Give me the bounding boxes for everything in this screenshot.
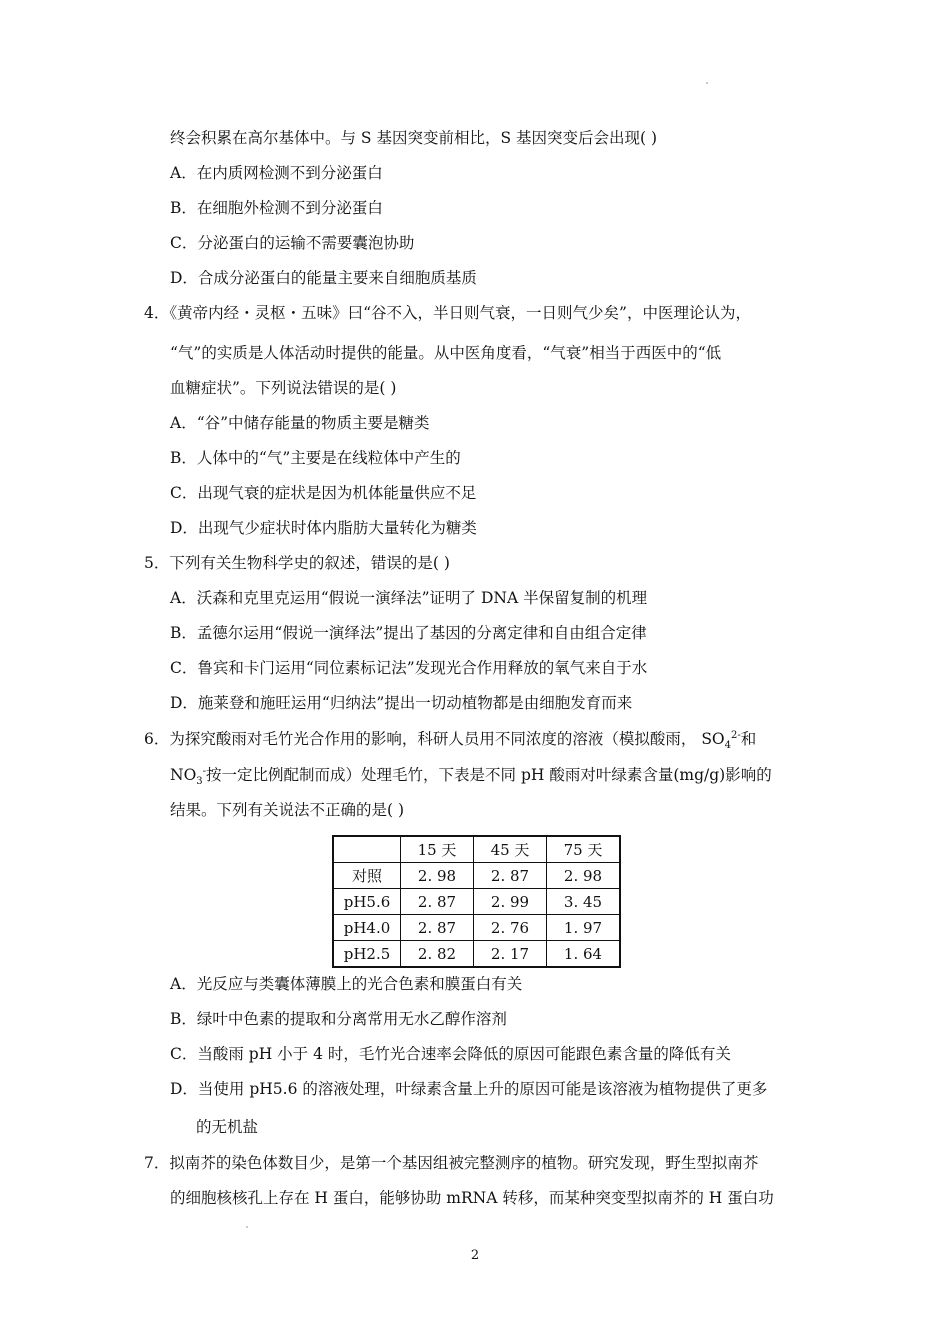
q6-option-d-continuation: 的无机盐 <box>196 1118 259 1136</box>
q5-option-b: B．孟德尔运用“假说一演绎法”提出了基因的分离定律和自由组合定律 <box>170 624 647 642</box>
table-cell: pH5.6 <box>333 889 401 915</box>
q6-option-d: D．当使用 pH5.6 的溶液处理，叶绿素含量上升的原因可能是该溶液为植物提供了更多 <box>170 1080 768 1098</box>
nitrate-formula <box>170 765 207 788</box>
q3-stem-continuation: 终会积累在高尔基体中。与 S 基因突变前相比，S 基因突变后会出现( ) <box>170 129 658 147</box>
q5-option-a: A．沃森和克里克运用“假说一演绎法”证明了 DNA 半保留复制的机理 <box>170 589 648 607</box>
page-number: 2 <box>470 1248 480 1263</box>
table-cell: 1. 64 <box>547 941 621 968</box>
sulfate-symbol: SO <box>701 730 725 748</box>
table-cell: 2. 76 <box>474 915 547 941</box>
q6-option-a: A．光反应与类囊体薄膜上的光合色素和膜蛋白有关 <box>170 975 523 993</box>
table-header-cell: 75 天 <box>547 836 621 863</box>
table-header-cell: 45 天 <box>474 836 547 863</box>
q4-option-b: B．人体中的“气”主要是在线粒体中产生的 <box>170 449 461 467</box>
q4-option-a: A．“谷”中储存能量的物质主要是糖类 <box>170 414 430 432</box>
q6-option-c: C．当酸雨 pH 小于 4 时，毛竹光合速率会降低的原因可能跟色素含量的降低有关 <box>170 1045 731 1063</box>
q5-option-c: C．鲁宾和卡门运用“同位素标记法”发现光合作用释放的氧气来自于水 <box>170 659 648 677</box>
q3-option-d: D．合成分泌蛋白的能量主要来自细胞质基质 <box>170 269 477 287</box>
nitrate-charge: - <box>202 765 207 777</box>
q4-option-c: C．出现气衰的症状是因为机体能量供应不足 <box>170 484 477 502</box>
table-cell: 对照 <box>333 863 401 889</box>
table-cell: 2. 87 <box>401 889 474 915</box>
q6-stem-line-3: 结果。下列有关说法不正确的是( ) <box>170 801 405 819</box>
q6-stem-line-1 <box>144 729 757 752</box>
nitrate-symbol: NO <box>170 766 197 784</box>
sulfate-formula <box>701 729 741 752</box>
q6-stem-text: 6．为探究酸雨对毛竹光合作用的影响，科研人员用不同浓度的溶液（模拟酸雨， <box>144 730 697 748</box>
q7-stem-line-1: 7．拟南芥的染色体数目少，是第一个基因组被完整测序的植物。研究发现，野生型拟南芥 <box>144 1154 759 1172</box>
chlorophyll-table <box>332 835 621 968</box>
q5-option-d: D．施莱登和施旺运用“归纳法”提出一切动植物都是由细胞发育而来 <box>170 694 633 712</box>
q6-stem-line-2 <box>170 765 772 788</box>
corner-dot <box>706 82 708 84</box>
sulfate-subscript: 4 <box>724 740 732 752</box>
table-cell: 2. 17 <box>474 941 547 968</box>
table-row <box>333 889 620 915</box>
table-header-row <box>333 836 620 863</box>
q3-option-b: B．在细胞外检测不到分泌蛋白 <box>170 199 383 217</box>
q7-stem-line-2: 的细胞核核孔上存在 H 蛋白，能够协助 mRNA 转移，而某种突变型拟南芥的 H 蛋白功 <box>170 1189 774 1207</box>
table-row <box>333 941 620 968</box>
q6-option-b: B．绿叶中色素的提取和分离常用无水乙醇作溶剂 <box>170 1010 507 1028</box>
q4-stem-line-1: 4．《黄帝内经・灵枢・五味》曰“谷不入，半日则气衰，一日则气少矣”，中医理论认为， <box>144 304 751 322</box>
q3-option-a: A．在内质网检测不到分泌蛋白 <box>170 164 383 182</box>
q4-stem-line-2: “气”的实质是人体活动时提供的能量。从中医角度看，“气衰”相当于西医中的“低 <box>170 344 722 362</box>
table-cell: 2. 99 <box>474 889 547 915</box>
table-cell: 2. 98 <box>401 863 474 889</box>
table-cell: 1. 97 <box>547 915 621 941</box>
table-cell: 2. 87 <box>474 863 547 889</box>
table-cell: 2. 87 <box>401 915 474 941</box>
table-header-cell: 15 天 <box>401 836 474 863</box>
nitrate-subscript: 3 <box>196 776 203 788</box>
table-cell: pH2.5 <box>333 941 401 968</box>
table-row <box>333 915 620 941</box>
conjunction-text: 和 <box>740 730 757 748</box>
table-cell: pH4.0 <box>333 915 401 941</box>
q4-option-d: D．出现气少症状时体内脂肪大量转化为糖类 <box>170 519 477 537</box>
footer-dot <box>246 1226 248 1228</box>
q3-option-c: C．分泌蛋白的运输不需要囊泡协助 <box>170 234 415 252</box>
table-row <box>333 863 620 889</box>
q6-stem-text-2: 按一定比例配制而成）处理毛竹，下表是不同 pH 酸雨对叶绿素含量(mg/g)影响的 <box>206 766 772 784</box>
sulfate-charge: 2- <box>731 729 741 741</box>
table-cell: 2. 98 <box>547 863 621 889</box>
table-cell: 2. 82 <box>401 941 474 968</box>
table-header-cell <box>333 836 401 863</box>
table-cell: 3. 45 <box>547 889 621 915</box>
q4-stem-line-3: 血糖症状”。下列说法错误的是( ) <box>170 379 397 397</box>
q5-stem: 5．下列有关生物科学史的叙述，错误的是( ) <box>144 554 450 572</box>
